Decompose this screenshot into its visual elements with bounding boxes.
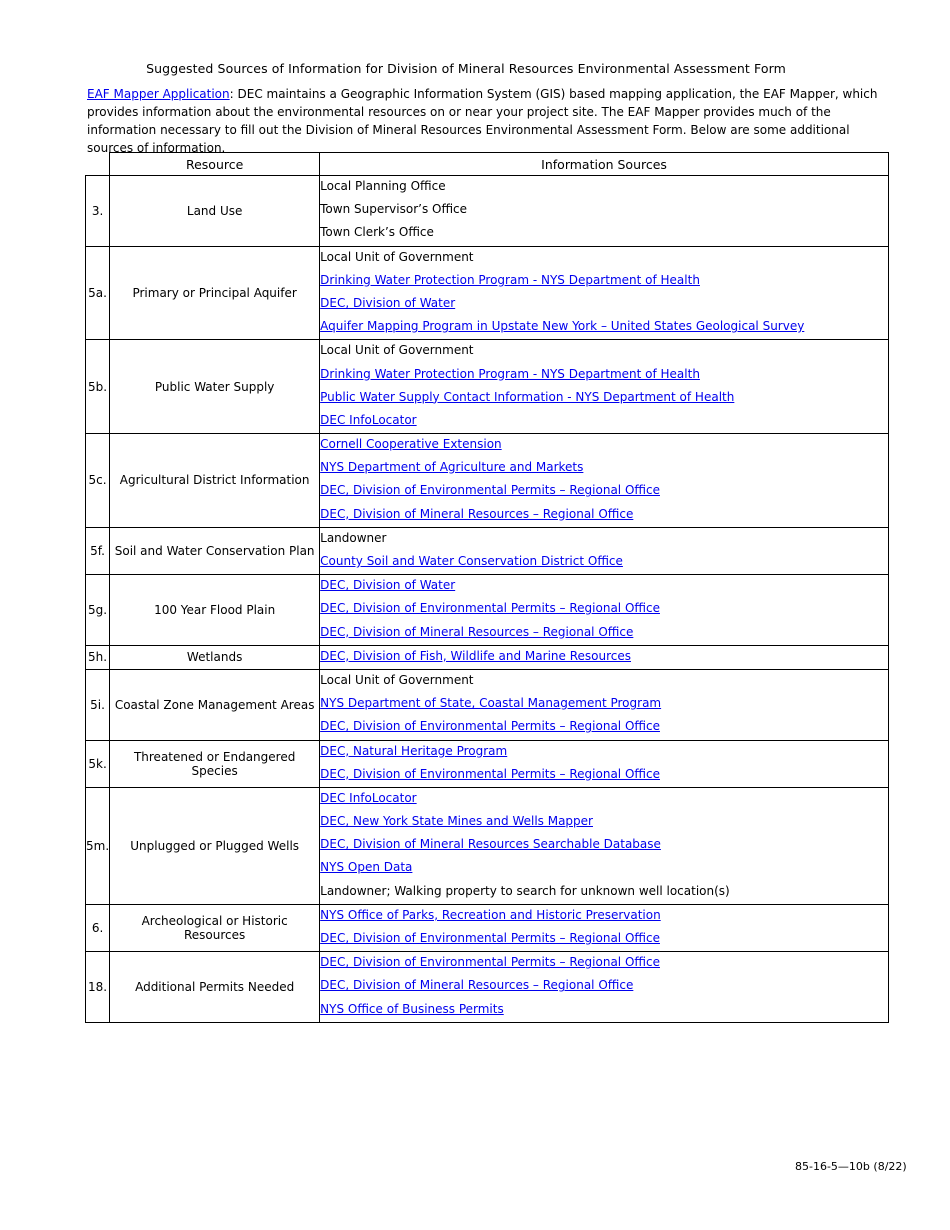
source-line bbox=[320, 598, 888, 621]
page-title: Suggested Sources of Information for Division of Mineral Resources Environmental Assessment Form bbox=[146, 61, 786, 76]
resource-name: Public Water Supply bbox=[110, 340, 320, 434]
source-line bbox=[320, 270, 888, 293]
table-row bbox=[86, 246, 889, 340]
form-number: 85-16-5—10b (8/22) bbox=[795, 1160, 907, 1173]
source-link[interactable]: NYS Open Data bbox=[320, 860, 413, 875]
source-line bbox=[320, 387, 888, 410]
source-link[interactable]: Public Water Supply Contact Information - NYS Department of Health bbox=[320, 389, 735, 404]
source-link[interactable]: DEC, Division of Environmental Permits – Regional Office bbox=[320, 931, 660, 945]
item-number: 5g. bbox=[86, 575, 110, 646]
source-link[interactable]: NYS Office of Business Permits bbox=[320, 1001, 504, 1016]
source-line bbox=[320, 176, 888, 199]
source-text: Landowner bbox=[320, 530, 387, 545]
table-row bbox=[86, 904, 889, 951]
resource-name: 100 Year Flood Plain bbox=[110, 575, 320, 646]
source-line bbox=[320, 811, 888, 834]
source-line bbox=[320, 199, 888, 222]
source-text: Local Unit of Government bbox=[320, 672, 474, 687]
item-number: 6. bbox=[86, 904, 110, 951]
item-number: 5k. bbox=[86, 740, 110, 787]
source-text: Local Planning Office bbox=[320, 179, 446, 193]
source-link[interactable]: DEC InfoLocator bbox=[320, 412, 417, 427]
source-line bbox=[320, 975, 888, 998]
source-link[interactable]: NYS Department of State, Coastal Management Program bbox=[320, 696, 662, 711]
source-link[interactable]: DEC, Division of Environmental Permits – Regional Office bbox=[320, 483, 660, 498]
source-line bbox=[320, 999, 888, 1022]
source-link[interactable]: Aquifer Mapping Program in Upstate New York – United States Geological Survey bbox=[320, 319, 805, 334]
source-text: Local Unit of Government bbox=[320, 249, 474, 264]
item-number: 5b. bbox=[86, 340, 110, 434]
source-link[interactable]: DEC, Division of Water bbox=[320, 578, 456, 593]
resource-name: Additional Permits Needed bbox=[110, 952, 320, 1023]
information-sources-cell bbox=[320, 340, 889, 434]
source-link[interactable]: DEC, Division of Mineral Resources – Regional Office bbox=[320, 978, 634, 993]
item-number: 5f. bbox=[86, 527, 110, 574]
source-link[interactable]: DEC, Division of Environmental Permits – Regional Office bbox=[320, 766, 660, 781]
source-link[interactable]: DEC, Division of Environmental Permits – Regional Office bbox=[320, 955, 660, 970]
source-line bbox=[320, 670, 888, 693]
resource-name: Archeological or Historic Resources bbox=[110, 904, 320, 951]
source-line bbox=[320, 528, 888, 551]
source-text: Local Unit of Government bbox=[320, 343, 474, 358]
item-number: 5m. bbox=[86, 787, 110, 904]
table-body bbox=[86, 176, 889, 1023]
source-line bbox=[320, 764, 888, 787]
source-line bbox=[320, 881, 888, 904]
source-line bbox=[320, 247, 888, 270]
resource-name: Agricultural District Information bbox=[110, 434, 320, 528]
information-sources-cell bbox=[320, 904, 889, 951]
resource-name: Coastal Zone Management Areas bbox=[110, 669, 320, 740]
source-link[interactable]: Drinking Water Protection Program - NYS Department of Health bbox=[320, 272, 700, 287]
source-line bbox=[320, 716, 888, 739]
header-information-sources: Information Sources bbox=[320, 153, 889, 176]
source-link[interactable]: DEC, Division of Mineral Resources Searchable Database bbox=[320, 837, 661, 852]
source-link[interactable]: DEC, Natural Heritage Program bbox=[320, 743, 508, 758]
resource-name: Primary or Principal Aquifer bbox=[110, 246, 320, 340]
table-row bbox=[86, 952, 889, 1023]
source-line bbox=[320, 434, 888, 457]
table-row bbox=[86, 787, 889, 904]
source-line bbox=[320, 646, 888, 669]
resource-name: Unplugged or Plugged Wells bbox=[110, 787, 320, 904]
source-link[interactable]: DEC, New York State Mines and Wells Mapper bbox=[320, 814, 593, 829]
information-sources-cell bbox=[320, 952, 889, 1023]
source-link[interactable]: DEC, Division of Fish, Wildlife and Marine Resources bbox=[320, 648, 631, 663]
source-line bbox=[320, 928, 888, 951]
source-link[interactable]: NYS Department of Agriculture and Markets bbox=[320, 460, 584, 475]
resource-name: Land Use bbox=[110, 176, 320, 247]
table-row bbox=[86, 575, 889, 646]
item-number: 5c. bbox=[86, 434, 110, 528]
table-header-row bbox=[86, 153, 889, 176]
table-row bbox=[86, 669, 889, 740]
resource-name: Soil and Water Conservation Plan bbox=[110, 527, 320, 574]
information-sources-cell bbox=[320, 645, 889, 669]
information-sources-cell bbox=[320, 740, 889, 787]
source-line bbox=[320, 504, 888, 527]
source-line bbox=[320, 293, 888, 316]
source-line bbox=[320, 222, 888, 245]
source-link[interactable]: DEC, Division of Mineral Resources – Regional Office bbox=[320, 506, 634, 521]
source-link[interactable]: DEC, Division of Water bbox=[320, 295, 456, 310]
source-line bbox=[320, 788, 888, 811]
source-line bbox=[320, 316, 888, 339]
source-line bbox=[320, 741, 888, 764]
table-row bbox=[86, 340, 889, 434]
source-link[interactable]: Drinking Water Protection Program - NYS Department of Health bbox=[320, 366, 700, 381]
source-line bbox=[320, 364, 888, 387]
source-link[interactable]: DEC, Division of Environmental Permits – Regional Office bbox=[320, 719, 660, 734]
source-line bbox=[320, 857, 888, 880]
source-line bbox=[320, 622, 888, 645]
source-link[interactable]: Cornell Cooperative Extension bbox=[320, 437, 502, 452]
source-link[interactable]: DEC InfoLocator bbox=[320, 790, 417, 805]
table-row bbox=[86, 434, 889, 528]
information-sources-cell bbox=[320, 575, 889, 646]
sources-table bbox=[85, 152, 889, 1023]
eaf-mapper-link[interactable]: EAF Mapper Application bbox=[87, 87, 230, 101]
information-sources-cell bbox=[320, 246, 889, 340]
item-number: 18. bbox=[86, 952, 110, 1023]
header-corner bbox=[86, 153, 110, 176]
source-line bbox=[320, 410, 888, 433]
information-sources-cell bbox=[320, 787, 889, 904]
table-row bbox=[86, 740, 889, 787]
information-sources-cell bbox=[320, 527, 889, 574]
source-line bbox=[320, 575, 888, 598]
source-text: Landowner; Walking property to search for unknown well location(s) bbox=[320, 883, 730, 898]
information-sources-cell bbox=[320, 434, 889, 528]
header-resource: Resource bbox=[110, 153, 320, 176]
source-link[interactable]: NYS Office of Parks, Recreation and Historic Preservation bbox=[320, 907, 661, 922]
source-link[interactable]: County Soil and Water Conservation District Office bbox=[320, 554, 623, 568]
source-text: Town Supervisor’s Office bbox=[320, 202, 468, 217]
intro-text: : DEC maintains a Geographic Information System (GIS) based mapping application, the EAF Mapper, which provides information about the environmental resources on or near your project site. The EAF Mapper provides much of the information necessary to fill out the Division of Mineral Resources Environmental Assessment Form. Below are some additional sources of information. bbox=[87, 87, 878, 155]
item-number: 5h. bbox=[86, 645, 110, 669]
table-row bbox=[86, 645, 889, 669]
source-line bbox=[320, 551, 888, 574]
source-line bbox=[320, 457, 888, 480]
resource-name: Threatened or Endangered Species bbox=[110, 740, 320, 787]
source-text: Town Clerk’s Office bbox=[320, 225, 434, 240]
source-link[interactable]: DEC, Division of Mineral Resources – Regional Office bbox=[320, 624, 634, 639]
table-row bbox=[86, 527, 889, 574]
intro-paragraph bbox=[87, 85, 897, 157]
item-number: 5i. bbox=[86, 669, 110, 740]
source-line bbox=[320, 905, 888, 928]
source-link[interactable]: DEC, Division of Environmental Permits – Regional Office bbox=[320, 601, 660, 616]
information-sources-cell bbox=[320, 176, 889, 247]
table-row bbox=[86, 176, 889, 247]
item-number: 3. bbox=[86, 176, 110, 247]
source-line bbox=[320, 480, 888, 503]
source-line bbox=[320, 340, 888, 363]
resource-name: Wetlands bbox=[110, 645, 320, 669]
source-line bbox=[320, 693, 888, 716]
source-line bbox=[320, 952, 888, 975]
information-sources-cell bbox=[320, 669, 889, 740]
item-number: 5a. bbox=[86, 246, 110, 340]
source-line bbox=[320, 834, 888, 857]
